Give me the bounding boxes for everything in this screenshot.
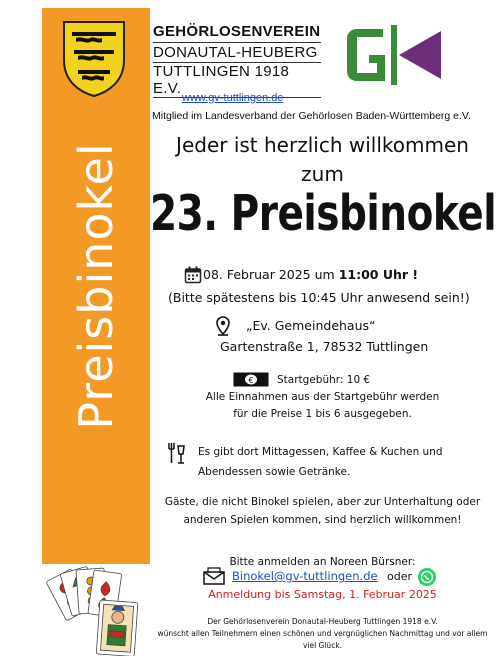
calendar-icon <box>184 266 202 284</box>
guests-line-2: anderen Spielen kommen, sind herzlich willkommen! <box>183 514 462 526</box>
club-name-line-1: GEHÖRLOSENVEREIN <box>153 23 321 40</box>
whatsapp-icon[interactable] <box>417 567 437 587</box>
footer-line-1: Der Gehörlosenverein Donautal-Heuberg Tuttlingen 1918 e.V. <box>207 617 438 626</box>
website-link[interactable]: www.gv-tuttlingen.de <box>182 92 284 104</box>
cutlery-icon <box>166 442 186 464</box>
event-headline: 23. Preisbinokel <box>150 186 497 243</box>
food-line-2: Abendessen sowie Getränke. <box>198 466 351 478</box>
welcome-line-2: zum <box>301 162 344 186</box>
playing-cards-icon <box>38 560 153 656</box>
guests-line-1: Gäste, die nicht Binokel spielen, aber zur Unterhaltung oder <box>164 496 481 508</box>
venue-address: Gartenstraße 1, 78532 Tuttlingen <box>220 339 429 354</box>
fee-use-line-2: für die Preise 1 bis 6 ausgegeben. <box>233 408 412 420</box>
envelope-icon <box>203 567 225 585</box>
sidebar-title: Preisbinokel <box>69 142 123 430</box>
coat-of-arms-icon <box>62 20 126 98</box>
fee-use-line-1: Alle Einnahmen aus der Startgebühr werden <box>205 391 440 403</box>
money-icon <box>233 372 269 387</box>
date-suffix: ! <box>408 267 419 282</box>
footer-line-3: viel Glück. <box>302 641 343 650</box>
svg-text:€: € <box>248 376 254 385</box>
welcome-line-1: Jeder ist herzlich willkommen <box>176 133 469 157</box>
gk-logo-icon <box>343 23 445 87</box>
email-link[interactable]: Binokel@gv-tuttlingen.de <box>232 569 378 583</box>
club-name-line-3: TUTTLINGEN 1918 E.V. <box>153 62 321 98</box>
registration-label: Bitte anmelden an Noreen Bürsner: <box>229 556 416 568</box>
location-pin-icon <box>216 316 230 336</box>
event-date <box>203 267 418 282</box>
food-line-1: Es gibt dort Mittagessen, Kaffee & Kuchen und <box>198 446 443 458</box>
or-text: oder <box>387 570 413 583</box>
start-fee: Startgebühr: 10 € <box>277 374 371 386</box>
membership-note: Mitglied im Landesverband der Gehörlosen Baden-Württemberg e.V. <box>152 110 471 122</box>
club-name-line-2: DONAUTAL-HEUBERG <box>153 42 321 61</box>
date-text: 08. Februar 2025 um <box>203 267 339 282</box>
venue-name: „Ev. Gemeindehaus“ <box>246 318 376 333</box>
arrival-note: (Bitte spätestens bis 10:45 Uhr anwesend sein!) <box>168 290 470 305</box>
footer-line-2: wünscht allen Teilnehmern einen schönen und vergnüglichen Nachmittag und vor allem <box>157 629 488 638</box>
registration-deadline: Anmeldung bis Samstag, 1. Februar 2025 <box>208 588 437 601</box>
event-time: 11:00 Uhr <box>338 267 409 282</box>
